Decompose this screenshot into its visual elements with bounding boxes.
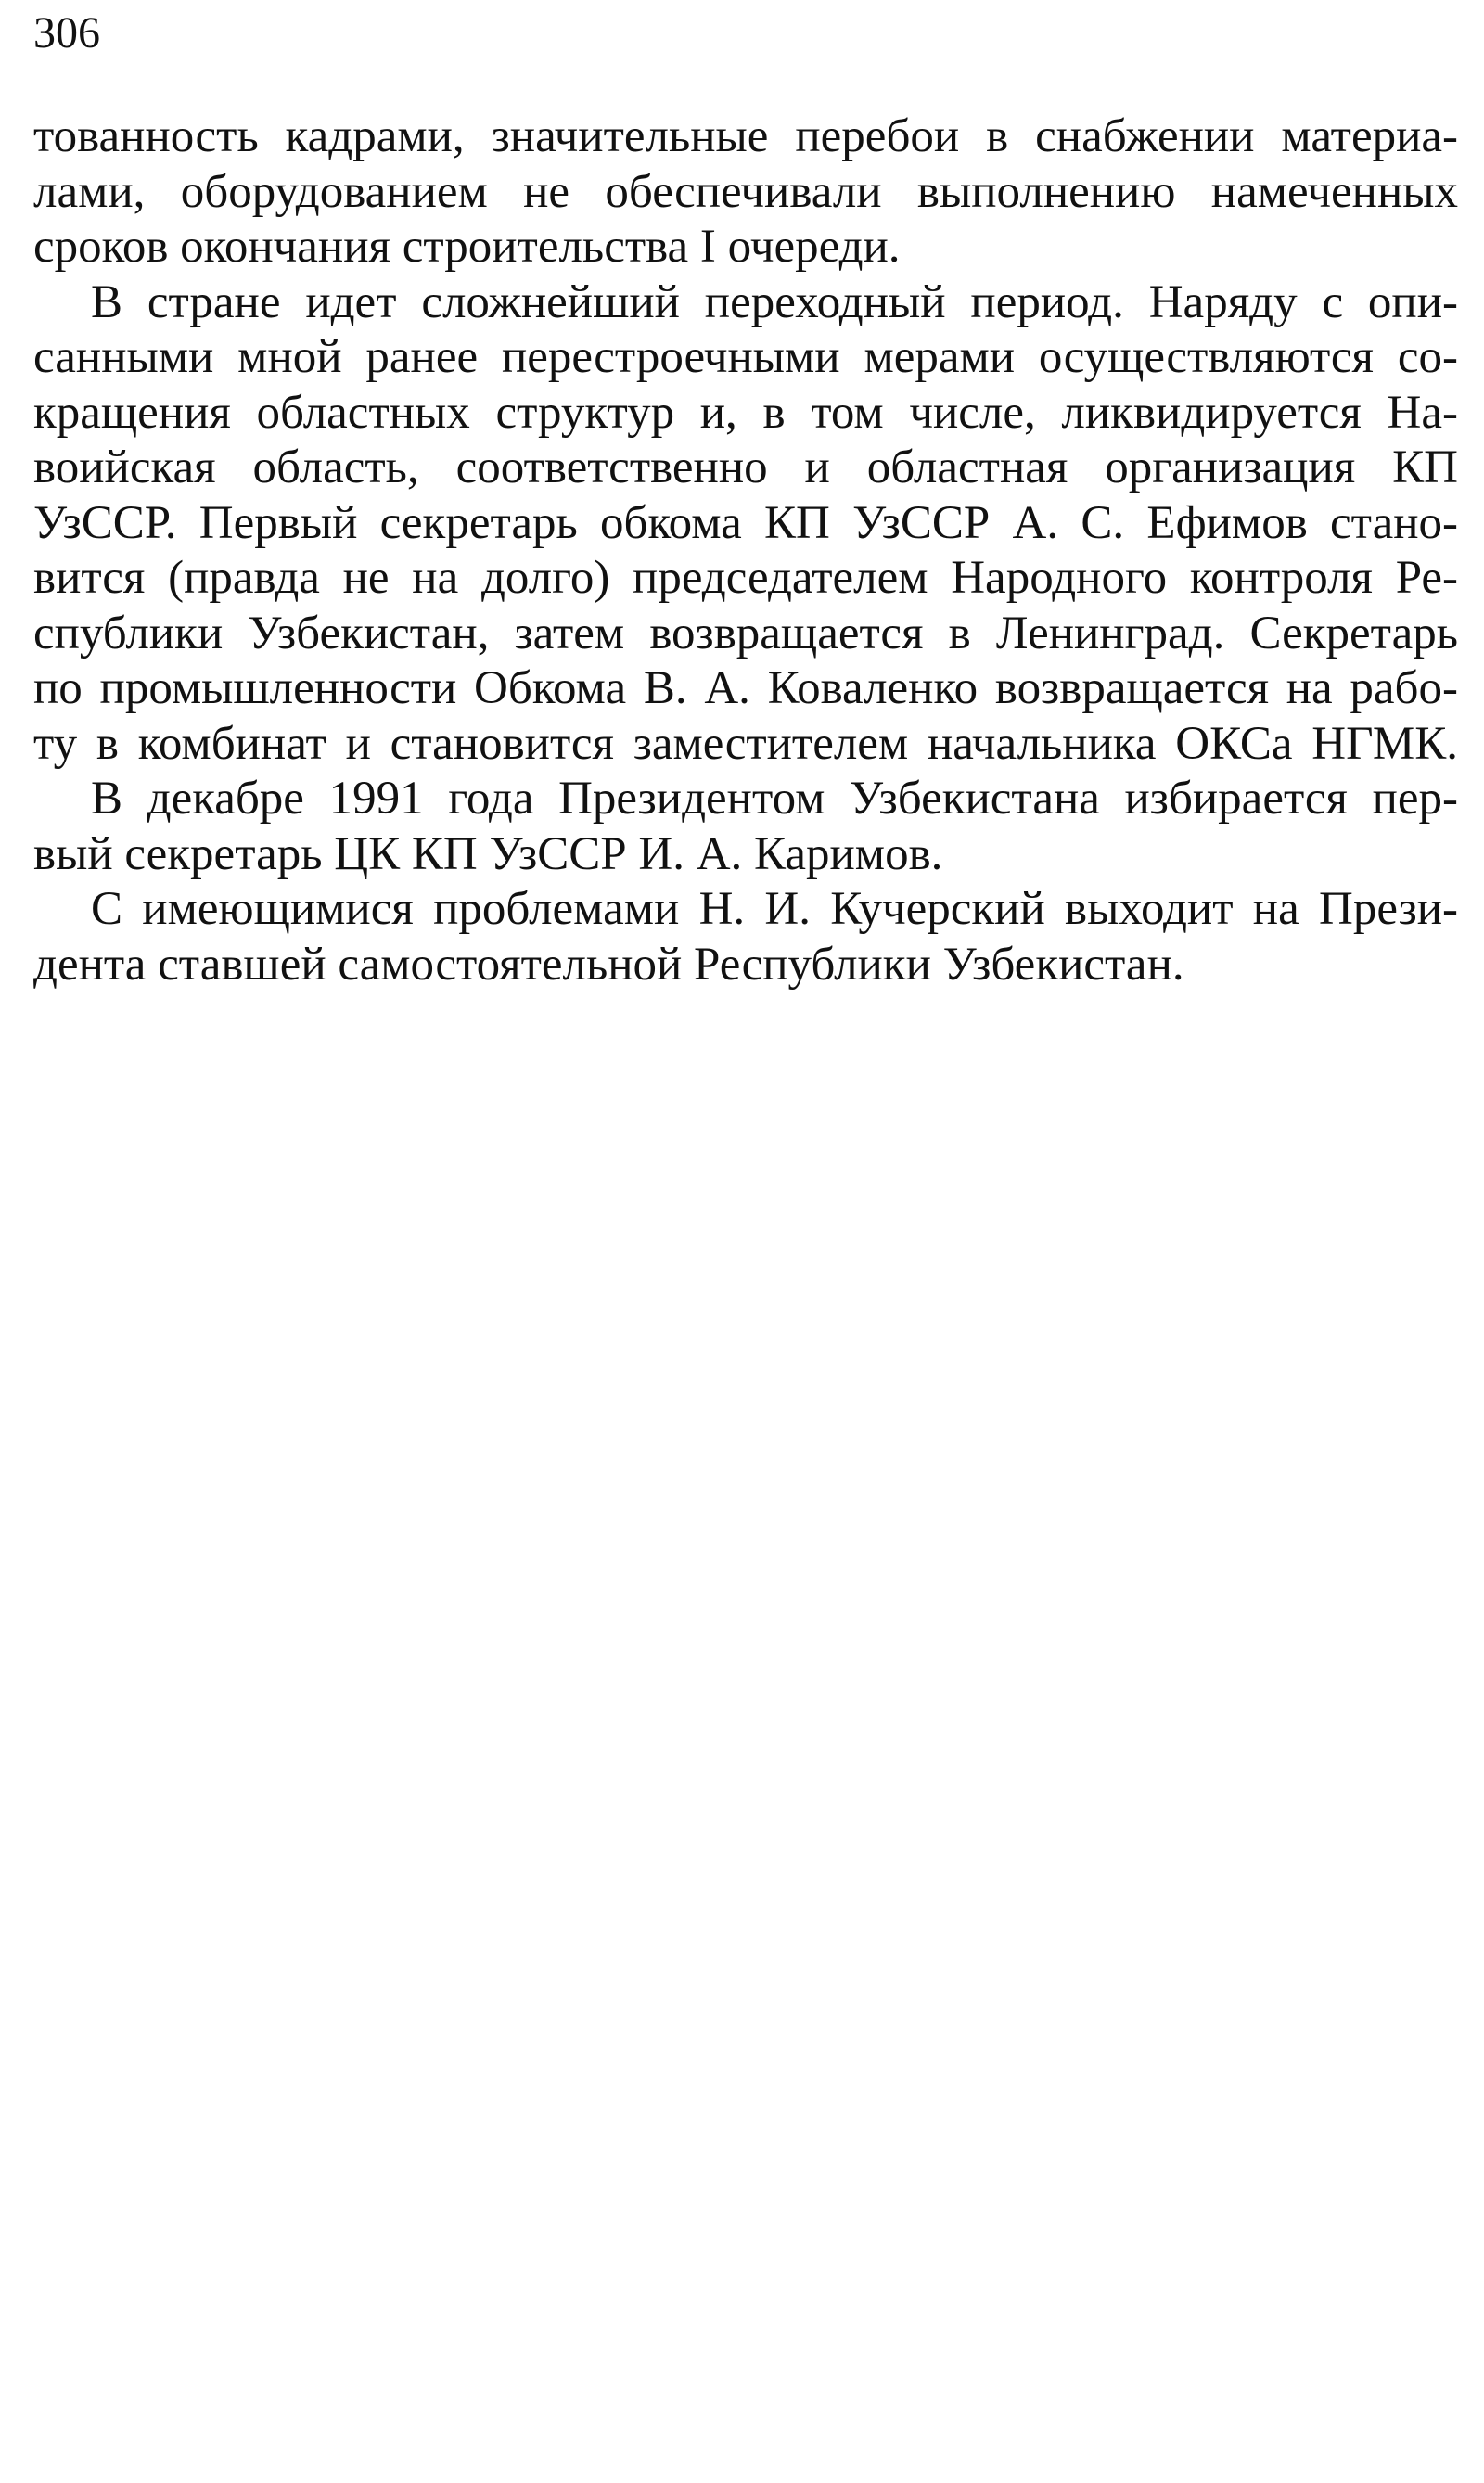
text-line: тованность кадрами, значительные перебои в снабжении материа- [33,110,1458,162]
text-line: вится (правда не на долго) председателем Народного контроля Ре- [33,552,1458,604]
text-line: С имеющимися проблемами Н. И. Кучерский выходит на Прези- [91,883,1458,935]
text-line: санными мной ранее перестроечными мерами осуществляются со- [33,331,1458,383]
body-text [33,109,1458,992]
paragraph-3 [33,772,1458,882]
paragraph-2 [33,275,1458,773]
paragraph-1 [33,109,1458,275]
text-line: по промышленности Обкома В. А. Коваленко возвращается на рабо- [33,662,1458,714]
text-line: В декабре 1991 года Президентом Узбекистана избирается пер- [91,773,1458,825]
text-line: сроков окончания строительства I очереди. [33,221,901,273]
text-line: воийская область, соответственно и областная организация КП [33,442,1458,493]
text-line: вый секретарь ЦК КП УзССР И. А. Каримов. [33,827,943,880]
page-number: 306 [33,8,100,58]
text-line: кращения областных структур и, в том числе, ликвидируется На- [33,386,1458,439]
text-line: ту в комбинат и становится заместителем начальника ОКСа НГМК. [33,717,1458,770]
paragraph-4 [33,882,1458,992]
text-line: В стране идет сложнейший переходный период. Наряду с опи- [91,275,1458,328]
text-line: спублики Узбекистан, затем возвращается в Ленинград. Секретарь [33,607,1458,659]
text-line: дента ставшей самостоятельной Республики Узбекистан. [33,938,1184,991]
text-line: УзССР. Первый секретарь обкома КП УзССР А. С. Ефимов стано- [33,496,1458,549]
text-line: лами, оборудованием не обеспечивали выполнению намеченных [33,165,1458,218]
